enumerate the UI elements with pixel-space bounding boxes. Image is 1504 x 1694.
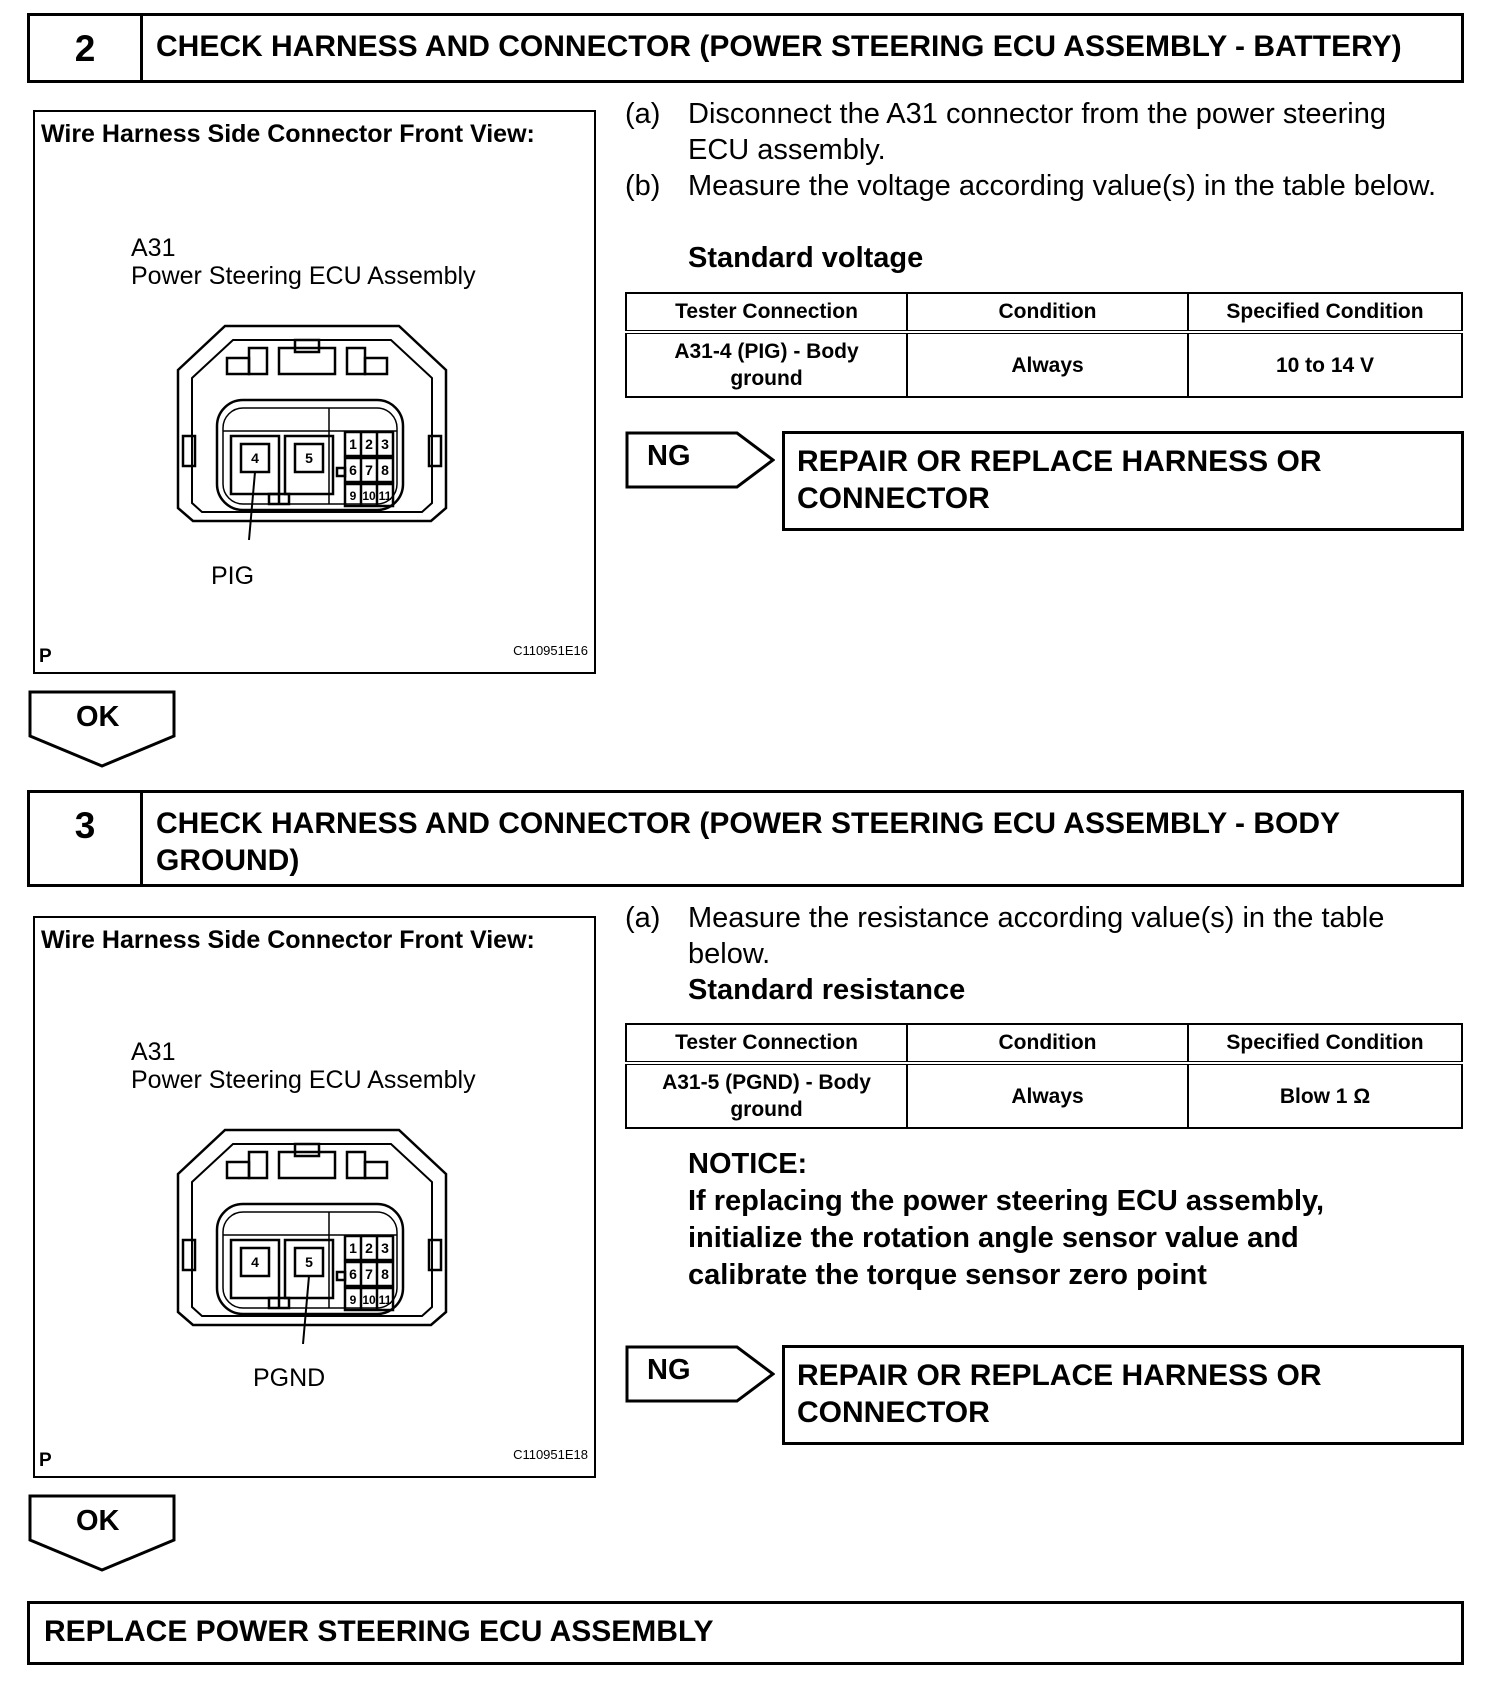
table-row — [626, 332, 1462, 397]
step-2-spec-table — [625, 292, 1463, 398]
connector-id: A31 — [131, 234, 176, 262]
instruction-mark: (a) — [625, 902, 661, 934]
table-header-cell: Condition — [907, 293, 1188, 332]
table-cell-specified: Blow 1 Ω — [1188, 1063, 1462, 1128]
table-header-cell: Specified Condition — [1188, 1024, 1462, 1063]
connector-caption — [131, 234, 476, 290]
pin-signal-label: PGND — [253, 1364, 326, 1392]
step-2-header — [27, 13, 1464, 83]
pin-7-label: 7 — [365, 462, 373, 478]
step-3-standard-label: Standard resistance — [688, 974, 966, 1006]
pin-3-label: 3 — [381, 1240, 389, 1256]
table-row — [626, 1063, 1462, 1128]
pin-2-label: 2 — [365, 1240, 373, 1256]
connector-name: Power Steering ECU Assembly — [131, 1066, 476, 1094]
step-3-title: CHECK HARNESS AND CONNECTOR (POWER STEERING ECU ASSEMBLY - BODY GROUND) — [156, 807, 1340, 877]
pin-1-label: 1 — [349, 436, 357, 452]
table-header-cell: Tester Connection — [626, 1024, 907, 1063]
cell-text: A31-5 (PGND) - Body ground — [662, 1071, 871, 1121]
table-header-cell: Specified Condition — [1188, 293, 1462, 332]
step-2-title: CHECK HARNESS AND CONNECTOR (POWER STEERING ECU ASSEMBLY - BATTERY) — [156, 30, 1402, 63]
ok-label: OK — [76, 1505, 120, 1537]
cell-text: A31-4 (PIG) - Body ground — [674, 340, 859, 390]
figure-heading: Wire Harness Side Connector Front View: — [41, 120, 535, 148]
pin-4-label: 4 — [251, 1254, 259, 1270]
final-action-box: REPLACE POWER STEERING ECU ASSEMBLY — [27, 1601, 1464, 1665]
ng-label: NG — [647, 440, 691, 472]
pin-6-label: 6 — [349, 462, 357, 478]
step-3-ng-arrow — [625, 1345, 775, 1403]
pin-leader-line — [303, 1276, 309, 1344]
pin-6-label: 6 — [349, 1266, 357, 1282]
step-3-connector-figure — [33, 916, 596, 1478]
step-2-ng-result: REPAIR OR REPLACE HARNESS OR CONNECTOR — [782, 431, 1464, 531]
pin-9-label: 9 — [349, 1293, 357, 1307]
figure-code: C110951E16 — [513, 643, 588, 658]
table-header-cell: Condition — [907, 1024, 1188, 1063]
pin-9-label: 9 — [349, 489, 357, 503]
pin-7-label: 7 — [365, 1266, 373, 1282]
step-3-header — [27, 790, 1464, 887]
notice-title: NOTICE: — [688, 1148, 808, 1180]
pin-10-label: 10 — [362, 1293, 376, 1307]
pin-11-label: 11 — [378, 489, 392, 503]
instruction-text: Measure the resistance according value(s) in the table below. — [688, 902, 1385, 970]
pin-1-label: 1 — [349, 1240, 357, 1256]
table-header-row — [626, 1024, 1462, 1063]
table-cell-specified: 10 to 14 V — [1188, 332, 1462, 397]
step-2-ng-arrow — [625, 431, 775, 489]
pin-2-label: 2 — [365, 436, 373, 452]
step-2-instruction-b — [625, 168, 1448, 204]
step-3-number: 3 — [30, 793, 143, 884]
notice-text: If replacing the power steering ECU assembly, initialize the rotation angle sensor value and calibrate the torque sensor zero point — [688, 1185, 1325, 1291]
pin-leader-line — [249, 472, 255, 540]
step-3-notice — [688, 1146, 1388, 1294]
figure-corner-letter: P — [39, 1450, 52, 1471]
instruction-text: Disconnect the A31 connector from the power steering ECU assembly. — [688, 98, 1386, 166]
pin-3-label: 3 — [381, 436, 389, 452]
pin-8-label: 8 — [381, 1266, 389, 1282]
step-2-connector-figure — [33, 110, 596, 674]
figure-corner-letter: P — [39, 646, 52, 667]
pin-4-label: 4 — [251, 450, 259, 466]
ok-label: OK — [76, 701, 120, 733]
connector-front-view-diagram — [175, 1122, 449, 1344]
step-2-instruction-a — [625, 96, 1448, 168]
step-3-ng-result: REPAIR OR REPLACE HARNESS OR CONNECTOR — [782, 1345, 1464, 1445]
pin-10-label: 10 — [362, 489, 376, 503]
table-cell-condition: Always — [907, 332, 1188, 397]
step-3-spec-table — [625, 1023, 1463, 1129]
table-cell-condition: Always — [907, 1063, 1188, 1128]
pin-signal-label: PIG — [211, 562, 255, 590]
instruction-text: Measure the voltage according value(s) in the table below. — [688, 170, 1436, 202]
figure-code: C110951E18 — [513, 1447, 588, 1462]
instruction-mark: (b) — [625, 170, 661, 202]
connector-id: A31 — [131, 1038, 176, 1066]
pin-5-label: 5 — [305, 1254, 313, 1270]
pin-8-label: 8 — [381, 462, 389, 478]
step-3-ok-arrow — [28, 1494, 176, 1572]
table-header-row — [626, 293, 1462, 332]
pin-5-label: 5 — [305, 450, 313, 466]
pin-11-label: 11 — [378, 1293, 392, 1307]
step-2-number: 2 — [30, 16, 143, 80]
connector-caption — [131, 1038, 476, 1094]
connector-name: Power Steering ECU Assembly — [131, 262, 476, 290]
table-cell-tester-connection — [626, 1063, 907, 1128]
connector-front-view-diagram — [175, 318, 449, 540]
step-3-instruction-a — [625, 900, 1448, 972]
ng-label: NG — [647, 1354, 691, 1386]
figure-heading: Wire Harness Side Connector Front View: — [41, 926, 535, 954]
step-2-ok-arrow — [28, 690, 176, 768]
table-cell-tester-connection — [626, 332, 907, 397]
step-2-standard-label: Standard voltage — [688, 242, 924, 274]
instruction-mark: (a) — [625, 98, 661, 130]
table-header-cell: Tester Connection — [626, 293, 907, 332]
